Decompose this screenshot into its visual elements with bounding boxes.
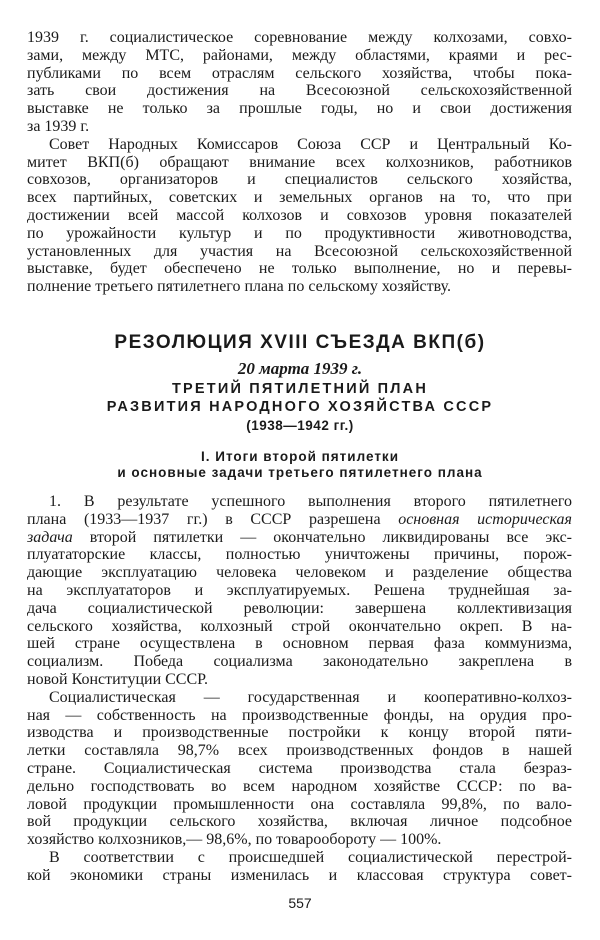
italic-emphasis: основная историческая (398, 510, 572, 528)
text-line: хозяйство колхозников,— 98,6%, по товарообороту — 100%. (27, 831, 442, 849)
text-line: 1. В результате успешного выполнения второго пятилетнего (49, 493, 572, 510)
plan-title-line2: РАЗВИТИЯ НАРОДНОГО ХОЗЯЙСТВА СССР (106, 399, 494, 415)
body-text (27, 493, 572, 885)
text-line: социализм. Победа социализма законодательно закреплена в (27, 653, 572, 671)
text-line: выставке не только за прошлые годы, но и свои достижения (27, 100, 572, 118)
text-line (27, 529, 572, 547)
text-line: ная — собственность на производственные фонды, на орудия про- (27, 706, 572, 724)
section-heading-line1: I. Итоги второй пятилетки (201, 449, 399, 464)
italic-emphasis: задача (27, 528, 73, 546)
text-segment: плана (1933—1937 гг.) в СССР разрешена (27, 510, 399, 528)
resolution-title: РЕЗОЛЮЦИЯ XVIII СЪЕЗДА ВКП(б) (114, 332, 486, 353)
text-line: за 1939 г. (27, 117, 90, 135)
text-line: достижении всей массой колхозов и совхозов уровня показателей (27, 206, 572, 224)
text-line: кой экономики страны изменилась и классовая структура совет- (27, 866, 572, 884)
text-line: всех партийных, советских и земельных органов на то, что при (27, 189, 572, 207)
text-line: В соответствии с происшедшей социалистической перестрой- (49, 848, 572, 866)
text-line: дельно господствовать во всем народном хозяйстве СССР: по ва- (27, 777, 572, 795)
text-line: полнение третьего пятилетнего плана по сельскому хозяйству. (27, 278, 452, 296)
text-line: публиками по всем отраслям сельского хозяйства, чтобы пока- (27, 64, 572, 82)
text-line: сельского хозяйства, колхозный строй окончательно окреп. В на- (27, 617, 572, 635)
page-number: 557 (288, 895, 312, 911)
text-line: плуататорские классы, полностью уничтожены причины, порож- (27, 546, 572, 564)
text-line: зать свои достижения на Всесоюзной сельскохозяйственной (27, 82, 572, 100)
text-line: по урожайности культур и по продуктивности животноводства, (27, 224, 572, 242)
text-line: Совет Народных Комиссаров Союза ССР и Центральный Ко- (49, 135, 572, 153)
text-line: зами, между МТС, районами, между областями, краями и рес- (27, 46, 572, 64)
text-line: стране. Социалистическая система производства стала безраз- (27, 759, 572, 777)
text-line: изводства и производственные постройки к концу второй пяти- (27, 724, 572, 742)
section-heading-line2: и основные задачи третьего пятилетнего плана (117, 465, 483, 480)
resolution-date: 20 марта 1939 г. (237, 359, 363, 378)
text-line (27, 511, 572, 529)
text-line: новой Конституции СССР. (27, 670, 209, 688)
text-line: на эксплуататоров и эксплуатируемых. Решена труднейшая за- (27, 581, 572, 599)
text-line: вой продукции сельского хозяйства, включая личное подсобное (27, 813, 572, 831)
text-line: 1939 г. социалистическое соревнование между колхозами, совхо- (27, 29, 572, 46)
plan-years: (1938—1942 гг.) (246, 418, 354, 433)
text-line: летки составляла 98,7% всех производственных фондов в нашей (27, 742, 572, 760)
text-line: шей стране осуществлена в основном первая фаза коммунизма, (27, 635, 572, 653)
text-line: дающие эксплуатацию человека человеком и разделение общества (27, 564, 572, 582)
text-line: митет ВКП(б) обращают внимание всех колхозников, работников (27, 153, 572, 171)
text-line: выставке, будет обеспечено не только выполнение, но и перевы- (27, 260, 572, 278)
text-line: ловой продукции промышленности она составляла 99,8%, по вало- (27, 795, 572, 813)
text-line: установленных для участия на Всесоюзной сельскохозяйственной (27, 242, 572, 260)
text-line: совхозов, организаторов и специалистов сельского хозяйства, (27, 171, 572, 189)
plan-title-line1: ТРЕТИЙ ПЯТИЛЕТНИЙ ПЛАН (171, 381, 429, 397)
intro-text (27, 29, 572, 296)
text-line: Социалистическая — государственная и кооперативно-колхоз- (49, 688, 572, 706)
text-line: дача социалистической революции: завершена коллективизация (27, 599, 572, 617)
text-segment: второй пятилетки — окончательно ликвидированы все экс- (72, 528, 572, 546)
